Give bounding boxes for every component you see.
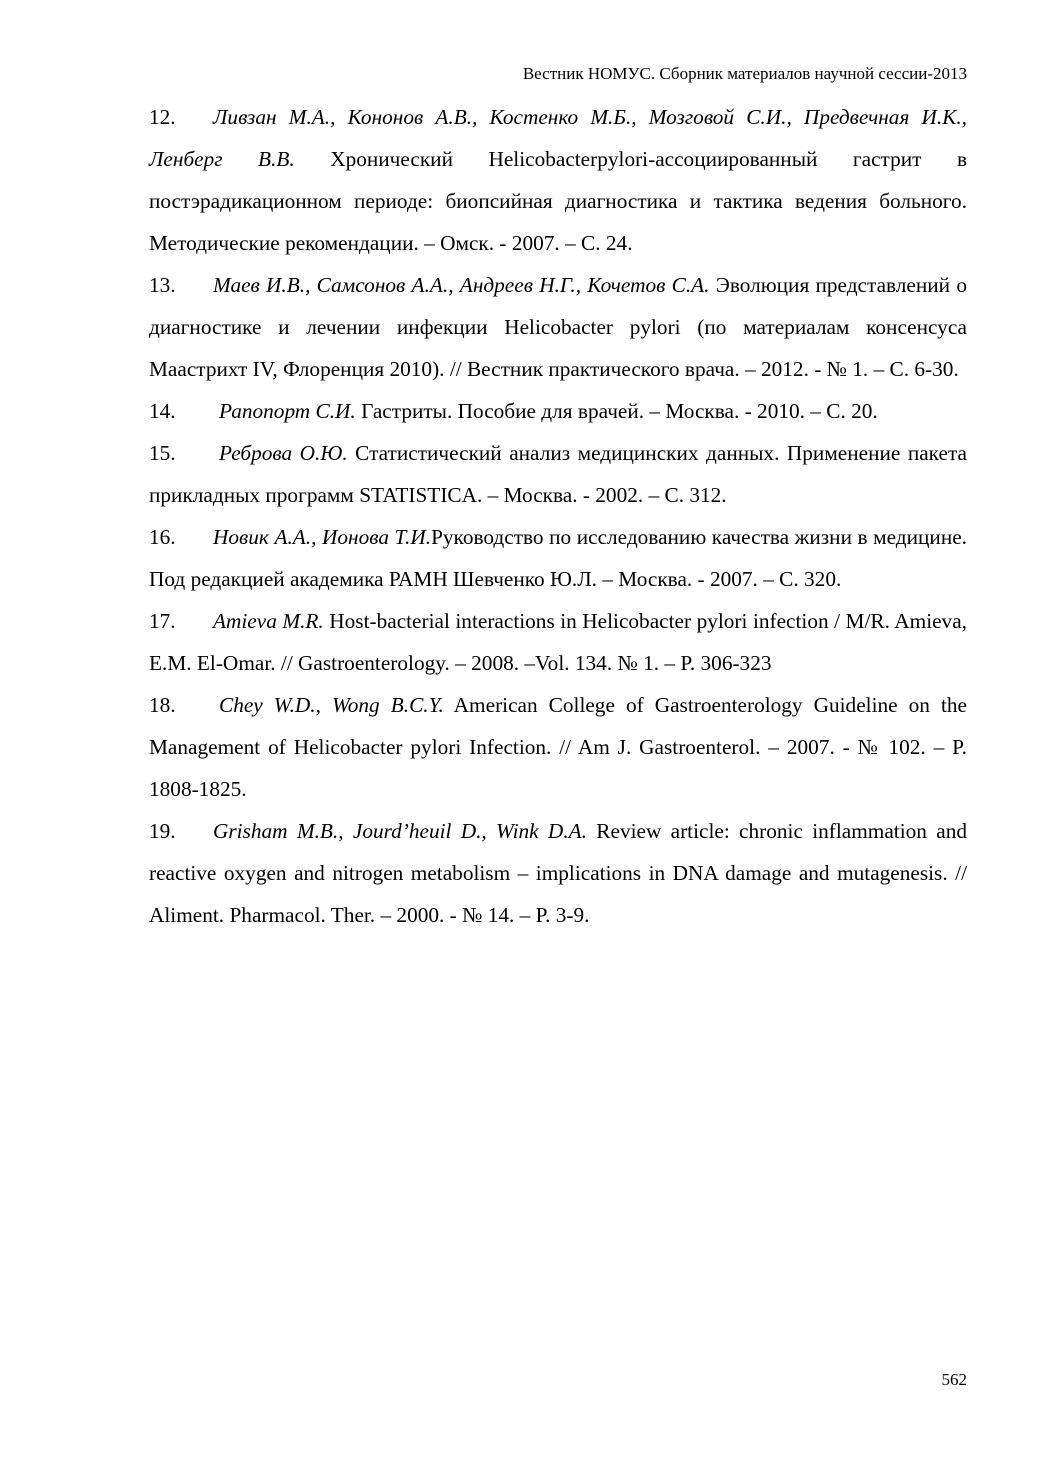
reference-item <box>149 264 967 390</box>
reference-authors: Маев И.В., Самсонов А.А., Андреев Н.Г., Кочетов С.А. <box>213 273 710 297</box>
reference-text: Review article: chronic inflammation and reactive oxygen and nitrogen metabolism – implications in DNA damage and mutagenesis. // Aliment. Pharmacol. Ther. – 2000. - № 14. – P. 3-9. <box>149 819 967 927</box>
reference-item <box>149 96 967 264</box>
reference-text: Хронический Helicobacterpylori-ассоциированный гастрит в постэрадикационном периоде: биопсийная диагностика и тактика ведения больного. Методические рекомендации. – Омск. - 2007. – С. 24. <box>149 147 967 255</box>
reference-number: 18. <box>149 693 176 717</box>
reference-authors: Реброва О.Ю. <box>219 441 348 465</box>
reference-text: Гастриты. Пособие для врачей. – Москва. - 2010. – С. 20. <box>355 399 878 423</box>
reference-text: Руководство по исследованию качества жизни в медицине. Под редакцией академика РАМН Шевченко Ю.Л. – Москва. - 2007. – С. 320. <box>149 525 967 591</box>
reference-authors: Amieva M.R. <box>213 609 324 633</box>
reference-authors: Новик А.А., Ионова Т.И. <box>213 525 432 549</box>
page-number: 562 <box>941 1370 967 1389</box>
reference-list <box>149 96 967 936</box>
running-header: Вестник НОМУС. Сборник материалов научной сессии-2013 <box>522 64 967 83</box>
reference-item <box>149 432 967 516</box>
reference-text: American College of Gastroenterology Guideline on the Management of Helicobacter pylori Infection. // Am J. Gastroenterol. – 2007. - № 102. – P. 1808-1825. <box>149 693 967 801</box>
reference-authors: Grisham M.B., Jourd’heuil D., Wink D.A. <box>213 819 587 843</box>
reference-item <box>149 810 967 936</box>
reference-text: Эволюция представлений о диагностике и лечении инфекции Helicobacter pylori (по материалам консенсуса Маастрихт IV, Флоренция 2010). // Вестник практического врача. – 2012. - № 1. – С. 6-30. <box>149 273 967 381</box>
reference-text: Статистический анализ медицинских данных. Применение пакета прикладных программ STATISTICA. – Москва. - 2002. – С. 312. <box>149 441 967 507</box>
reference-item <box>149 516 967 600</box>
reference-number: 13. <box>149 273 176 297</box>
reference-number: 15. <box>149 441 176 465</box>
reference-item <box>149 684 967 810</box>
reference-number: 16. <box>149 525 176 549</box>
reference-authors: Рапопорт С.И. <box>219 399 356 423</box>
reference-number: 19. <box>149 819 176 843</box>
reference-item <box>149 600 967 684</box>
reference-text: Host-bacterial interactions in Helicobacter pylori infection / M/R. Amieva, E.M. El-Omar. // Gastroenterology. – 2008. –Vol. 134. № 1. – P. 306-323 <box>149 609 967 675</box>
reference-number: 17. <box>149 609 176 633</box>
reference-item <box>149 390 967 432</box>
reference-number: 12. <box>149 105 176 129</box>
reference-authors: Chey W.D., Wong B.C.Y. <box>219 693 444 717</box>
reference-authors: Ливзан М.А., Кононов А.В., Костенко М.Б., Мозговой С.И., Предвечная И.К., Ленберг В.В. <box>149 105 967 171</box>
reference-number: 14. <box>149 399 176 423</box>
